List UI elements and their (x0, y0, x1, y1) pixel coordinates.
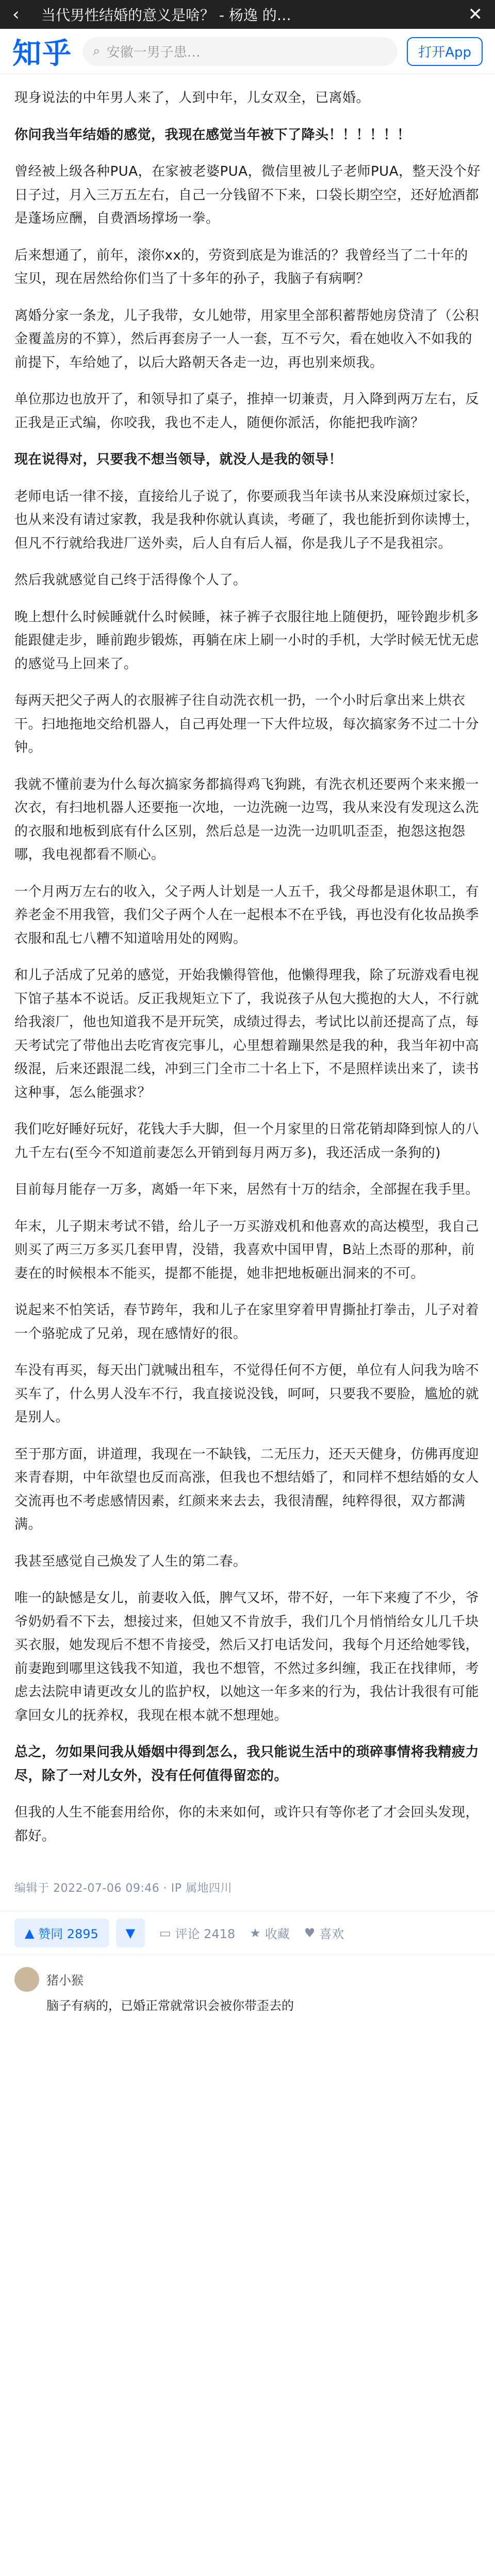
answer-meta: 编辑于 2022-07-06 09:46 · IP 属地四川 (14, 1882, 232, 1895)
downvote-button[interactable] (116, 1919, 145, 1947)
comment-author[interactable]: 猪小猴 (46, 1973, 84, 1988)
comment-label: 评论 2418 (175, 1927, 236, 1941)
browser-title-bar (0, 0, 495, 29)
close-icon[interactable]: ✕ (468, 4, 483, 25)
answer-paragraph: 至于那方面，讲道理，我现在一不缺钱，二无压力，还天天健身，仿佛再度迎来青春期，中年欲望也反而高涨，但我也不想结婚了，和同样不想结婚的女人交流再也不考虑感情因素，红颜来来去去，我很清醒，纯粹得很，双方都满满。 (14, 1446, 480, 1532)
avatar[interactable] (14, 1967, 39, 1992)
like-label: 喜欢 (319, 1927, 344, 1941)
answer-paragraph: 后来想通了，前年，滚你xx的，劳资到底是为谁活的？我曾经当了二十年的宝贝，现在居然给你们当了十多年的孙子，我脑子有病啊？ (14, 247, 468, 286)
answer-paragraph: 老师电话一律不接，直接给儿子说了，你要顽我当年读书从来没麻烦过家长，也从来没有请过家教，我是我种你就认真读，考砸了，我也能折到你读博士，但凡不行就给我进厂送外卖，后人自有后人福，你是我儿子不是我祖宗。 (14, 488, 480, 551)
answer-paragraph: 单位那边也放开了，和领导扣了桌子，推掉一切兼责，月入降到两万左右，反正我是正式编，你咬我，我也不走人，随便你派活，你能把我咋滴？ (14, 392, 480, 431)
search-icon: ⌕ (93, 43, 101, 59)
answer-paragraph: 目前每月能存一万多，离婚一年下来，居然有十万的结余，全部握在我手里。 (14, 1182, 480, 1197)
favorite-button[interactable] (250, 1924, 290, 1942)
favorite-label: 收藏 (265, 1927, 290, 1941)
answer-paragraph: 总之，勿如果问我从婚姻中得到怎么，我只能说生活中的琐碎事情将我精疲力尽，除了一对儿女外，没有任何值得留恋的。 (14, 1744, 480, 1784)
upvote-triangle-icon: ▲ (25, 1925, 39, 1940)
comment-body: 脑子有病的，已婚正常就常识会被你带歪去的 (46, 1998, 294, 2013)
open-app-button[interactable]: 打开App (407, 37, 483, 66)
answer-content (0, 74, 495, 1848)
like-button[interactable] (304, 1924, 344, 1942)
answer-paragraph: 然后我就感觉自己终于活得像个人了。 (14, 572, 247, 588)
heart-icon: ♥ (304, 1925, 316, 1940)
answer-paragraph: 说起来不怕笑话，春节跨年，我和儿子在家里穿着甲胄撕扯打拳击，儿子对着一个骆驼成了兄弟，现在感情好的很。 (14, 1302, 480, 1342)
comment-header (14, 1967, 481, 1992)
answer-paragraph: 曾经被上级各种PUA，在家被老婆PUA，微信里被儿子老师PUA，整天没个好日子过，月入三万五左右，自己一分钱留不下来，口袋长期空空，还好尬酒都是蓬场应酬，自费酒场撑场一拳。 (14, 164, 481, 226)
zhihu-logo[interactable]: 知乎 (12, 37, 72, 71)
downvote-triangle-icon: ▼ (125, 1925, 136, 1940)
app-header (0, 29, 495, 74)
answer-paragraph: 一个月两万左右的收入，父子两人计划是一人五千，我父母都是退休职工，有养老金不用我管，我们父子两个人在一起根本不在乎钱，再也没有化妆品换季衣服和乱七八糟不知道啥用处的网购。 (14, 884, 480, 946)
answer-paragraph: 我甚至感觉自己焕发了人生的第二春。 (14, 1553, 247, 1569)
answer-paragraph: 我们吃好睡好玩好，花钱大手大脚，但一个月家里的日常花销却降到惊人的八九千左右(至今不知道前妻怎么开销到每月两万多)，我还活成一条狗的) (14, 1122, 480, 1161)
search-input[interactable] (82, 37, 398, 66)
comment-button[interactable] (159, 1924, 235, 1942)
answer-paragraph: 现身说法的中年男人来了，人到中年，儿女双全，已离婚。 (14, 90, 370, 106)
answer-paragraph: 晚上想什么时候睡就什么时候睡，袜子裤子衣服往地上随便扔，哑铃跑步机多能跟健走步，睡前跑步锻炼，再躺在床上刷一小时的手机，大学时候无忧无虑的感觉马上回来了。 (14, 609, 480, 672)
search-placeholder: 安徽一男子患… (106, 45, 201, 60)
answer-paragraph: 年末，儿子期末考试不错，给儿子一万买游戏机和他喜欢的高达模型，我自己则买了两三万多买几套甲胄，没错，我喜欢中国甲胄，B站上杰哥的那种，前妻在的时候根本不能买，提都不能提，她非把地板砸出洞来的不可。 (14, 1218, 480, 1281)
answer-paragraph: 但我的人生不能套用给你，你的未来如何，或许只有等你老了才会回头发现，都好。 (14, 1805, 480, 1844)
page-title: 当代男性结婚的意义是啥？ - 杨逸 的… (41, 7, 291, 24)
upvote-label: 赞同 2895 (38, 1927, 98, 1941)
answer-paragraph: 车没有再买，每天出门就喊出租车，不觉得任何不方便，单位有人问我为啥不买车了，什么男人没车不行，我直接说没钱，呵呵，只要我不要脸，尴尬的就是别人。 (14, 1363, 480, 1425)
comment-item (14, 1967, 481, 2015)
answer-paragraph: 现在说得对，只要我不想当领导，就没人是我的领导！ (14, 452, 343, 467)
star-icon: ★ (250, 1925, 261, 1940)
comment-icon: ▭ (159, 1925, 171, 1940)
answer-paragraph: 离婚分家一条龙，儿子我带，女儿她带，用家里全部积蓄帮她房贷清了（公积金覆盖房的不算），然后再套房子一人一套，互不亏欠，看在她收入不如我的前提下，车给她了，以后大路朝天各走一边，再也别来烦我。 (14, 308, 480, 370)
answer-paragraph: 和儿子活成了兄弟的感觉，开始我懒得管他，他懒得理我，除了玩游戏看电视下馆子基本不说话。反正我规矩立下了，我说孩子从包大揽抱的大人，不行就给我滚厂，他也知道我不是开玩笑，成绩过得去，考试比以前还提高了点，每天考试完了带他出去吃宵夜完事儿，心里想着蹦果然是我的种，我当年初中高级混，后来还跟混二线，冲到三门全市二十名上下，不是照样读出来了，读书这种事，怎么能强求？ (14, 968, 480, 1100)
chevron-left-icon[interactable]: ‹ (12, 4, 20, 25)
upvote-button[interactable] (14, 1919, 109, 1947)
answer-paragraph: 我就不懂前妻为什么每次搞家务都搞得鸡飞狗跳，有洗衣机还要两个来来搬一次衣，有扫地机器人还要拖一次地，一边洗碗一边骂，我从来没有发现这么洗的衣服和地板到底有什么区别，然后总是一边洗一边叽叽歪歪，抱怨这抱怨哪，我电视都看不顺心。 (14, 776, 480, 862)
answer-paragraph: 唯一的缺憾是女儿，前妻收入低，脾气又坏，带不好，一年下来瘦了不少，爷爷奶奶看不下去，想接过来，但她又不肯放手，我们几个月悄悄给女儿几千块买衣服，她发现后不想不肯接受，然后又打电话发问，我每个月还给她零钱，前妻跑到哪里这钱我不知道，我也不想管，不然过多纠缠，我正在找律师，考虑去法院申请更改女儿的监护权，以她这一年多来的行为，我估计我很有可能拿回女儿的抚养权，我现在根本就不想理她。 (14, 1590, 480, 1723)
action-bar (0, 1911, 495, 1955)
answer-paragraph: 你问我当年结婚的感觉，我现在感觉当年被下了降头！！！！！！ (14, 127, 411, 143)
comment-list (0, 1955, 495, 2028)
answer-paragraph: 每两天把父子两人的衣服裤子往自动洗衣机一扔，一个小时后拿出来上烘衣干。扫地拖地交给机器人，自己再处理一下大件垃圾，每次搞家务不过二十分钟。 (14, 693, 480, 755)
